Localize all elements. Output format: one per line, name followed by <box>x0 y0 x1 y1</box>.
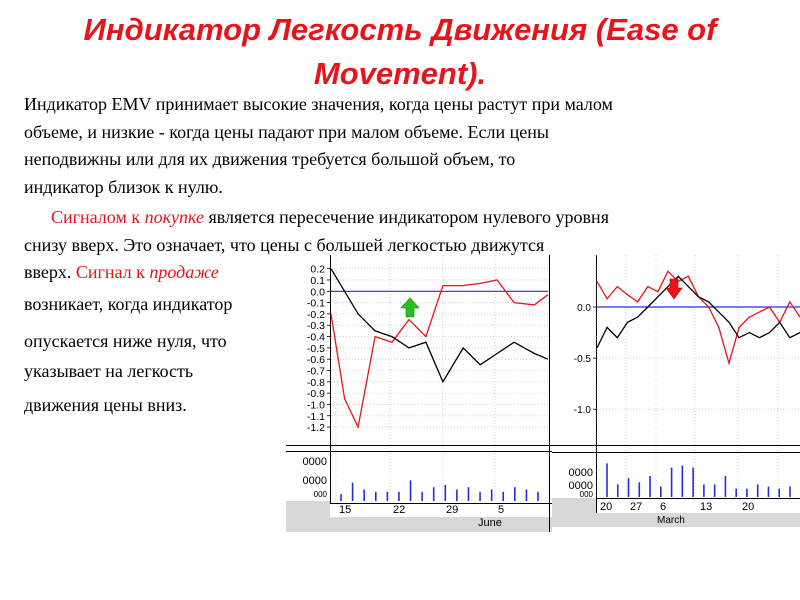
para2-line4: возникает, когда индикатор <box>24 294 233 314</box>
paragraph-emv-description <box>24 91 764 201</box>
right-volume-tick-label: 0000 <box>568 480 593 492</box>
left-ytick-label: -0.8 <box>306 376 325 389</box>
para2-line7: движения цены вниз. <box>24 395 187 415</box>
right-ytick-label: -0.5 <box>573 354 591 366</box>
para2-line5: опускается ниже нуля, что <box>24 331 227 351</box>
para1-line2: объеме, и низкие - когда цены падают при малом объеме. Если цены <box>24 121 549 142</box>
left-y-tick-labels <box>307 264 325 434</box>
right-xtick-label: 20 <box>742 501 755 513</box>
left-ytick-label: -0.2 <box>306 308 325 321</box>
right-xtick-label: 13 <box>700 501 713 513</box>
left-xtick-label: 15 <box>339 504 352 516</box>
right-emv-chart <box>552 255 800 527</box>
title-line-2: Movement). <box>313 56 487 91</box>
left-ytick-label: -0.4 <box>306 331 325 344</box>
left-ytick-label: -0.5 <box>306 342 325 355</box>
para2-line6: указывает на легкость <box>24 361 194 381</box>
left-ytick-label: 0.0 <box>310 286 325 299</box>
para1-line3: неподвижны или для их движения требуется большой объем, то <box>24 149 516 169</box>
sell-signal-label: Сигнал к <box>75 262 150 282</box>
buy-signal-label: Сигналом к <box>51 207 145 227</box>
left-ytick-label: 0.2 <box>310 263 325 276</box>
left-volume-tick-label: 0000 <box>302 456 327 468</box>
left-xtick-label: 22 <box>393 504 406 516</box>
left-volume-tick-label: 0000 <box>302 475 327 487</box>
left-xtick-label: 5 <box>498 504 505 516</box>
para2-line1 <box>24 204 764 232</box>
left-month-strip <box>330 517 552 532</box>
right-xtick-label: 27 <box>630 501 643 513</box>
left-emv-chart <box>286 255 552 532</box>
right-xtick-label: 6 <box>660 501 667 513</box>
left-corner-panel <box>286 501 330 532</box>
right-ytick-label: -1.0 <box>573 405 591 417</box>
right-volume-tick-label: 0000 <box>568 467 593 479</box>
left-volume-tick-label: 000 <box>313 490 327 499</box>
right-volume-tick-label: 000 <box>579 490 593 499</box>
para1-line4: индикатор близок к нулю. <box>24 176 223 197</box>
right-ytick-label: 0.0 <box>577 303 591 314</box>
right-corner-panel <box>552 498 596 527</box>
left-ytick-label: -0.6 <box>306 354 325 367</box>
para2-line1-rest: является пересечение индикатором нулевого уровня <box>203 207 609 227</box>
para2-line2: снизу вверх. Это означает, что цены с большей легкостью движутся <box>24 234 545 255</box>
para1-line1: Индикатор EMV принимает высокие значения, когда цены растут при малом <box>24 94 613 114</box>
left-ytick-label: -0.9 <box>306 388 325 401</box>
left-ytick-label: -1.0 <box>306 399 325 412</box>
left-ytick-label: -0.7 <box>306 365 325 378</box>
right-month-label: March <box>657 515 685 526</box>
left-ytick-label: -0.1 <box>306 297 325 310</box>
slide-title <box>0 8 800 96</box>
left-ytick-label: -0.3 <box>306 320 325 333</box>
left-xtick-label: 29 <box>446 504 459 516</box>
left-month-label: June <box>478 517 502 529</box>
title-line-1: Индикатор Легкость Движения (Ease of <box>83 12 717 47</box>
left-ytick-label: -1.2 <box>306 422 325 435</box>
left-ytick-label: 0.1 <box>310 274 325 287</box>
para2-line3-start: вверх. <box>24 262 76 282</box>
right-month-strip <box>596 513 800 527</box>
left-ytick-label: -1.1 <box>306 410 325 423</box>
sell-word: продаже <box>149 262 219 282</box>
buy-word: покупке <box>144 207 204 227</box>
right-xtick-label: 20 <box>600 501 613 513</box>
